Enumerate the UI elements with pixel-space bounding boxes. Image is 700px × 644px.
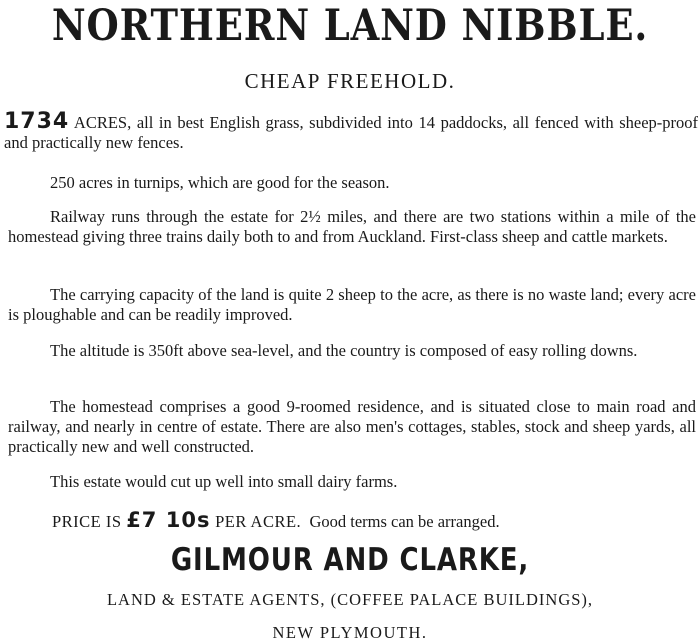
price-line — [52, 508, 500, 534]
price-amount: £7 10s — [126, 508, 211, 532]
dairy-farms-paragraph: This estate would cut up well into small dairy farms. — [50, 472, 398, 491]
price-suffix: PER ACRE. — [210, 512, 302, 531]
carrying-capacity-paragraph: The carrying capacity of the land is quite 2 sheep to the acre, as there is no waste land; every acre is ploughable and can be readily improved. — [8, 285, 696, 324]
price-prefix: PRICE IS — [52, 512, 127, 531]
price-terms: Good terms can be arranged. — [301, 512, 500, 531]
intro-text: ACRES, all in best English grass, subdivided into 14 paddocks, all fenced with sheep-proof and practically new fences. — [4, 113, 698, 152]
agent-description: LAND & ESTATE AGENTS, (COFFEE PALACE BUILDINGS), — [106, 590, 594, 609]
acres-number: 1734 — [4, 109, 70, 134]
agent-town: NEW PLYMOUTH. — [272, 623, 428, 642]
turnips-paragraph: 250 acres in turnips, which are good for the season. — [50, 173, 390, 192]
ad-headline: NORTHERN LAND NIBBLE. — [51, 1, 649, 51]
altitude-paragraph: The altitude is 350ft above sea-level, and the country is composed of easy rolling downs. — [50, 341, 638, 360]
agent-name: GILMOUR AND CLARKE, — [170, 542, 530, 578]
railway-paragraph: Railway runs through the estate for 2½ miles, and there are two stations within a mile of the homestead giving three trains daily both to and from Auckland. First-class sheep and cattle markets. — [8, 207, 696, 246]
homestead-paragraph: The homestead comprises a good 9-roomed residence, and is situated close to main road and railway, and nearly in centre of estate. There are also men's cottages, stables, stock and sheep yards, all practically new and well constructed. — [8, 397, 696, 456]
ad-subheading: CHEAP FREEHOLD. — [244, 69, 456, 93]
intro-paragraph — [4, 109, 698, 153]
